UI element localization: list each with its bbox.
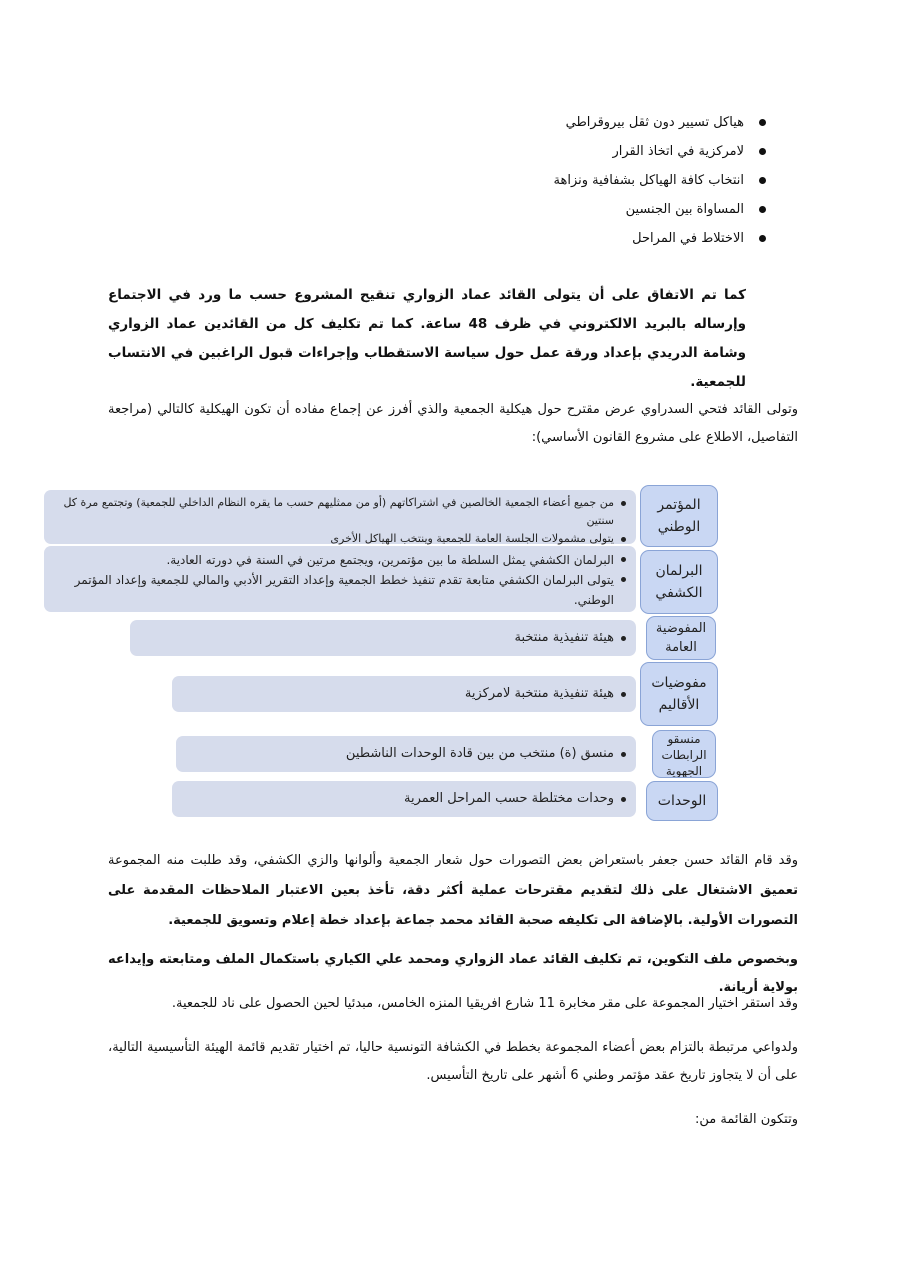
paragraph-list-intro: وتتكون القائمة من: <box>695 1112 798 1127</box>
diagram-label: المؤتمر الوطني <box>640 485 718 547</box>
diagram-row-content <box>176 736 636 772</box>
bullet-icon <box>759 148 766 155</box>
bullet-icon <box>621 537 626 542</box>
diagram-item-text: هيئة تنفيذية منتخبة لامركزية <box>464 686 614 701</box>
diagram-item <box>58 550 626 570</box>
paragraph-founding-list: ولدواعي مرتبطة بالتزام بعض أعضاء المجموعة بخطط في الكشافة التونسية حاليا، تم اختيار تقديم قائمة الهيئة التأسيسية التالية، على أن لا يتجاوز تاريخ عقد مؤتمر وطني 6 أشهر على تاريخ التأسيس. <box>108 1040 798 1083</box>
list-item-text: لامركزية في اتخاذ القرار <box>612 144 744 159</box>
bullet-icon <box>759 119 766 126</box>
diagram-item <box>190 743 626 765</box>
diagram-item-text: وحدات مختلطة حسب المراحل العمرية <box>403 791 614 806</box>
diagram-label: منسقو الرابطات الجهوية <box>652 730 716 778</box>
diagram-item-text: يتولى مشمولات الجلسة العامة للجمعية وينتخب الهياكل الأخرى <box>330 532 614 545</box>
bullet-icon <box>621 752 626 757</box>
diagram-item <box>186 788 626 810</box>
paragraph-logo <box>108 846 798 936</box>
list-item-text: المساواة بين الجنسين <box>625 202 744 217</box>
bullet-icon <box>621 557 626 562</box>
list-item <box>246 195 766 224</box>
diagram-item-text: من جميع أعضاء الجمعية الخالصين في اشتراكاتهم (أو من ممثليهم حسب ما يقره النظام الداخلي للجمعية) وتجتمع مرة كل سنتين <box>63 496 614 527</box>
diagram-item-text: منسق (ة) منتخب من بين قادة الوحدات الناشطين <box>345 746 614 761</box>
diagram-label: البرلمان الكشفي <box>640 550 718 614</box>
diagram-row-content <box>130 620 636 656</box>
paragraph-logo-text: وقد قام القائد حسن جعفر باستعراض بعض التصورات حول شعار الجمعية وألوانها والزي الكشفي، وقد طلبت منه المجموعة <box>108 853 798 868</box>
diagram-item <box>58 570 626 610</box>
diagram-item <box>58 494 626 530</box>
diagram-item <box>186 683 626 705</box>
list-item <box>246 137 766 166</box>
list-item <box>246 224 766 253</box>
paragraph-structure-intro: وتولى القائد فتحي السدراوي عرض مقترح حول هيكلية الجمعية والذي أفرز عن إجماع مفاده أن تكون الهيكلية كالتالي (مراجعة التفاصيل، الاطلاع على مشروع القانون الأساسي): <box>108 402 798 445</box>
diagram-label: الوحدات <box>646 781 718 821</box>
list-item-text: الاختلاط في المراحل <box>632 231 744 246</box>
diagram-item-text: البرلمان الكشفي يمثل السلطة ما بين مؤتمرين، ويجتمع مرتين في السنة في دورته العادية. <box>166 553 614 567</box>
diagram-label: المفوضية العامة <box>646 616 716 660</box>
paragraph-agreement: كما تم الاتفاق على أن يتولى القائد عماد الزواري تنقيح المشروع حسب ما ورد في الاجتماع وإرساله بالبريد الالكتروني في ظرف 48 ساعة. كما تم تكليف كل من القائدين عماد الزواري وشامة الدريدي بإعداد ورقة عمل حول سياسة الاستقطاب وإجراءات قبول الراغبين في الانتساب للجمعية. <box>108 287 746 390</box>
bullet-icon <box>759 177 766 184</box>
paragraph-headquarters: وقد استقر اختيار المجموعة على مقر مخابرة 11 شارع افريقيا المنزه الخامس، مبدئيا لحين الحصول على ناد للجمعية. <box>171 996 798 1011</box>
bullet-icon <box>621 577 626 582</box>
bullet-icon <box>621 692 626 697</box>
bullet-icon <box>621 636 626 641</box>
list-item-text: انتخاب كافة الهياكل بشفافية ونزاهة <box>553 173 744 188</box>
list-item <box>246 166 766 195</box>
diagram-row-content <box>172 781 636 817</box>
diagram-item-text: هيئة تنفيذية منتخبة <box>514 630 614 645</box>
diagram-row-content <box>172 676 636 712</box>
diagram-item-text: يتولى البرلمان الكشفي متابعة تقدم تنفيذ خطط الجمعية وإعداد التقرير الأدبي والمالي للجمعية وإعداد المؤتمر الوطني. <box>74 573 614 607</box>
bullet-icon <box>759 235 766 242</box>
diagram-item <box>144 627 626 649</box>
diagram-row-content <box>44 546 636 612</box>
diagram-row-content <box>44 490 636 544</box>
bullet-icon <box>621 797 626 802</box>
principles-list <box>246 108 766 253</box>
diagram-label: مفوضيات الأقاليم <box>640 662 718 726</box>
bullet-icon <box>621 501 626 506</box>
bullet-icon <box>759 206 766 213</box>
list-item-text: هياكل تسيير دون ثقل بيروقراطي <box>565 115 744 130</box>
paragraph-training: وبخصوص ملف التكوين، تم تكليف القائد عماد الزواري ومحمد علي الكياري باستكمال الملف ومتابعته وإيداعه بولاية أريانة. <box>108 952 798 995</box>
list-item <box>246 108 766 137</box>
paragraph-logo-bold: تعميق الاشتغال على ذلك لتقديم مقترحات عملية أكثر دقة، تأخذ بعين الاعتبار الملاحظات المقدمة على التصورات الأولية. بالإضافة الى تكليفه صحبة القائد محمد جماعة بإعداد خطة إعلام وتسويق للجمعية. <box>108 883 798 928</box>
